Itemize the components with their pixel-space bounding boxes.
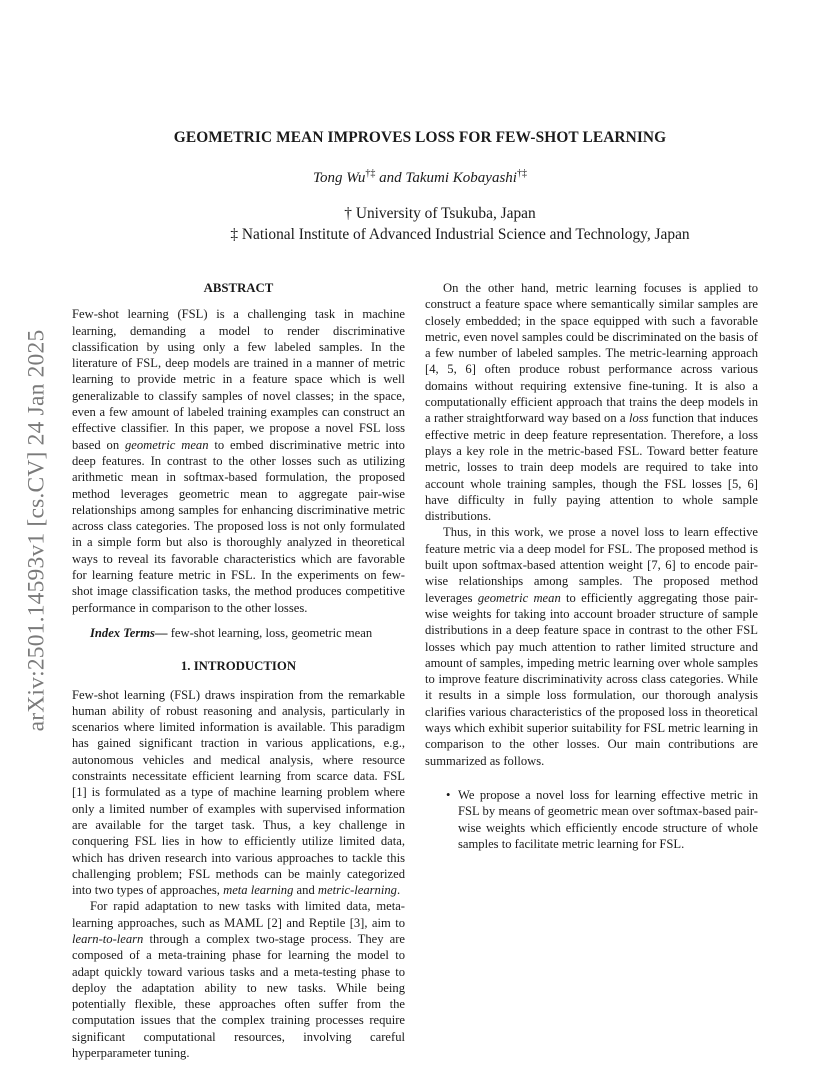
- author-name-2: Takumi Kobayashi: [405, 170, 517, 186]
- intro-p2-emphasis: learn-to-learn: [72, 931, 144, 946]
- abstract-body: [72, 306, 405, 616]
- contribution-item: • We propose a novel loss for learning effective metric in FSL by means of geometric mean over softmax-based pair-wise weights which efficiently encode structure of whole samples to facilitate metric learning for FSL.: [458, 787, 758, 852]
- introduction-heading: 1. INTRODUCTION: [180, 659, 297, 674]
- intro-p4-text-b: to efficiently aggregating those pair-wise weights for taking into account broader structure of sample distributions in a deep feature space in contrast to the other FSL losses which pay much attention to rather limited structure and amount of samples, impeding metric learning over whole samples to improve feature discriminativity across class categories. While it results in a simple loss formulation, our thorough analysis clarifies various characteristics of the proposed loss in theoretical ways which exhibit superior suitability for FSL metric learning in comparison to the other losses. Our main contributions are summarized as follows.: [425, 590, 758, 768]
- intro-p1-text-a: Few-shot learning (FSL) draws inspiration from the remarkable human ability of robust reasoning and analysis, particularly in scenarios where limited information is available. This paradigm has gained significant traction in various applications, e.g., autonomous vehicles and medical analysis, where resource constraints necessitate efficient learning from scarce data. FSL [1] is formulated as a type of machine learning problem where only a limited number of examples with supervised information are available for the target task. Thus, a key challenge in conquering FSL lies in how to efficiently utilize limited data, which has driven research into various approaches to tackle this challenging problem; FSL methods can be mainly categorized into two types of approaches,: [72, 687, 405, 898]
- intro-p4-text-a: Thus, in this work, we prose a novel loss to learn effective feature metric via a deep model for FSL. The proposed method is built upon softmax-based attention weight [7, 6] to encode pair-wise relationships among samples. The proposed method leverages: [425, 525, 758, 605]
- intro-p2-text-a: For rapid adaptation to new tasks with limited data, meta-learning approaches, such as MAML [2] and Reptile [3], aim to: [72, 899, 405, 930]
- index-terms-text: few-shot learning, loss, geometric mean: [167, 625, 373, 640]
- arxiv-identifier-stamp: [22, 290, 52, 770]
- abstract-emphasis: geometric mean: [125, 437, 209, 452]
- author-name-1: Tong Wu: [313, 170, 366, 186]
- intro-paragraph-4: [425, 524, 758, 768]
- left-column: [72, 280, 405, 1061]
- intro-paragraph-3: [425, 280, 758, 524]
- intro-p3-text-a: On the other hand, metric learning focuses is applied to construct a feature space where semantically similar samples are closely embedded; in the space equipped with such a favorable metric, even novel samples could be discriminated on the basis of a few number of labeled samples. The metric-learning approach [4, 5, 6] often produce robust performance across various domains without requiring extensive fine-tuning. It is also a computationally efficient approach that trains the deep models in a rather straightforward way based on a: [425, 281, 758, 426]
- intro-p1-text-b: and: [293, 883, 318, 898]
- author-line: [70, 168, 770, 187]
- intro-p1-emphasis-metric-learning: metric-learning: [317, 883, 397, 898]
- intro-p1-emphasis-meta-learning: meta learning: [223, 883, 294, 898]
- arxiv-identifier-text: arXiv:2501.14593v1 [cs.CV] 24 Jan 2025: [23, 329, 50, 731]
- abstract-heading: ABSTRACT: [203, 281, 274, 295]
- intro-p4-emphasis: geometric mean: [477, 590, 561, 605]
- intro-p3-emphasis: loss: [628, 411, 649, 426]
- index-terms-label: Index Terms—: [90, 625, 168, 640]
- abstract-text-part-1: Few-shot learning (FSL) is a challenging task in machine learning, demanding a model to render discriminative classification by using only a few labeled samples. In the literature of FSL, deep models are trained in a manner of metric learning to provide metric in a feature space which is well generalizable to classify samples of novel classes; in the space, even a few amount of labeled training examples can construct an effective classifier. In this paper, we propose a novel FSL loss based on: [72, 307, 405, 452]
- author-1-affiliation-marks: †‡: [365, 168, 376, 179]
- index-terms: [72, 625, 405, 641]
- abstract-text-part-2: to embed discriminative metric into deep features. In contrast to the other losses such as utilizing arithmetic mean in softmax-based formulation, the proposed method leverages geometric mean to aggregate pair-wise relationships among samples for enhancing discriminative metric across class categories. The proposed loss is not only formulated in a simple form but also is thoroughly analyzed in theoretical ways to reveal its favorable characteristics which are favorable for learning feature metric in FSL. In the experiments on few-shot image classification tasks, the method produces competitive performance in comparison to the other losses.: [72, 437, 405, 615]
- intro-p1-text-c: .: [396, 883, 401, 898]
- paper-title: GEOMETRIC MEAN IMPROVES LOSS FOR FEW-SHOT LEARNING: [173, 129, 667, 146]
- intro-paragraph-1: [72, 687, 405, 899]
- affiliation-2: ‡ National Institute of Advanced Industrial Science and Technology, Japan: [230, 226, 690, 243]
- author-2-affiliation-marks: †‡: [516, 168, 527, 179]
- intro-paragraph-2: [72, 898, 405, 1061]
- right-column: [425, 280, 758, 852]
- author-connector: and: [375, 170, 406, 186]
- contributions-list: [425, 787, 758, 852]
- intro-p3-text-b: function that induces effective metric in deep feature representation. Therefore, a loss plays a key role in the metric-based FSL. Toward better feature metric, losses to train deep models are required to take into account whole training samples, though the FSL losses [5, 6] have difficulty in fully paying attention to whole sample distributions.: [425, 411, 758, 524]
- affiliation-1: † University of Tsukuba, Japan: [344, 205, 536, 222]
- intro-p2-text-b: through a complex two-stage process. They are composed of a meta-training phase for learning the model to adapt quickly toward various tasks and a meta-testing phase to deploy the adaptation ability to new tasks. While being potentially flexible, these approaches often suffer from the computation issues that the complex training processes require significant computational resources, involving careful hyperparameter tuning.: [72, 931, 405, 1061]
